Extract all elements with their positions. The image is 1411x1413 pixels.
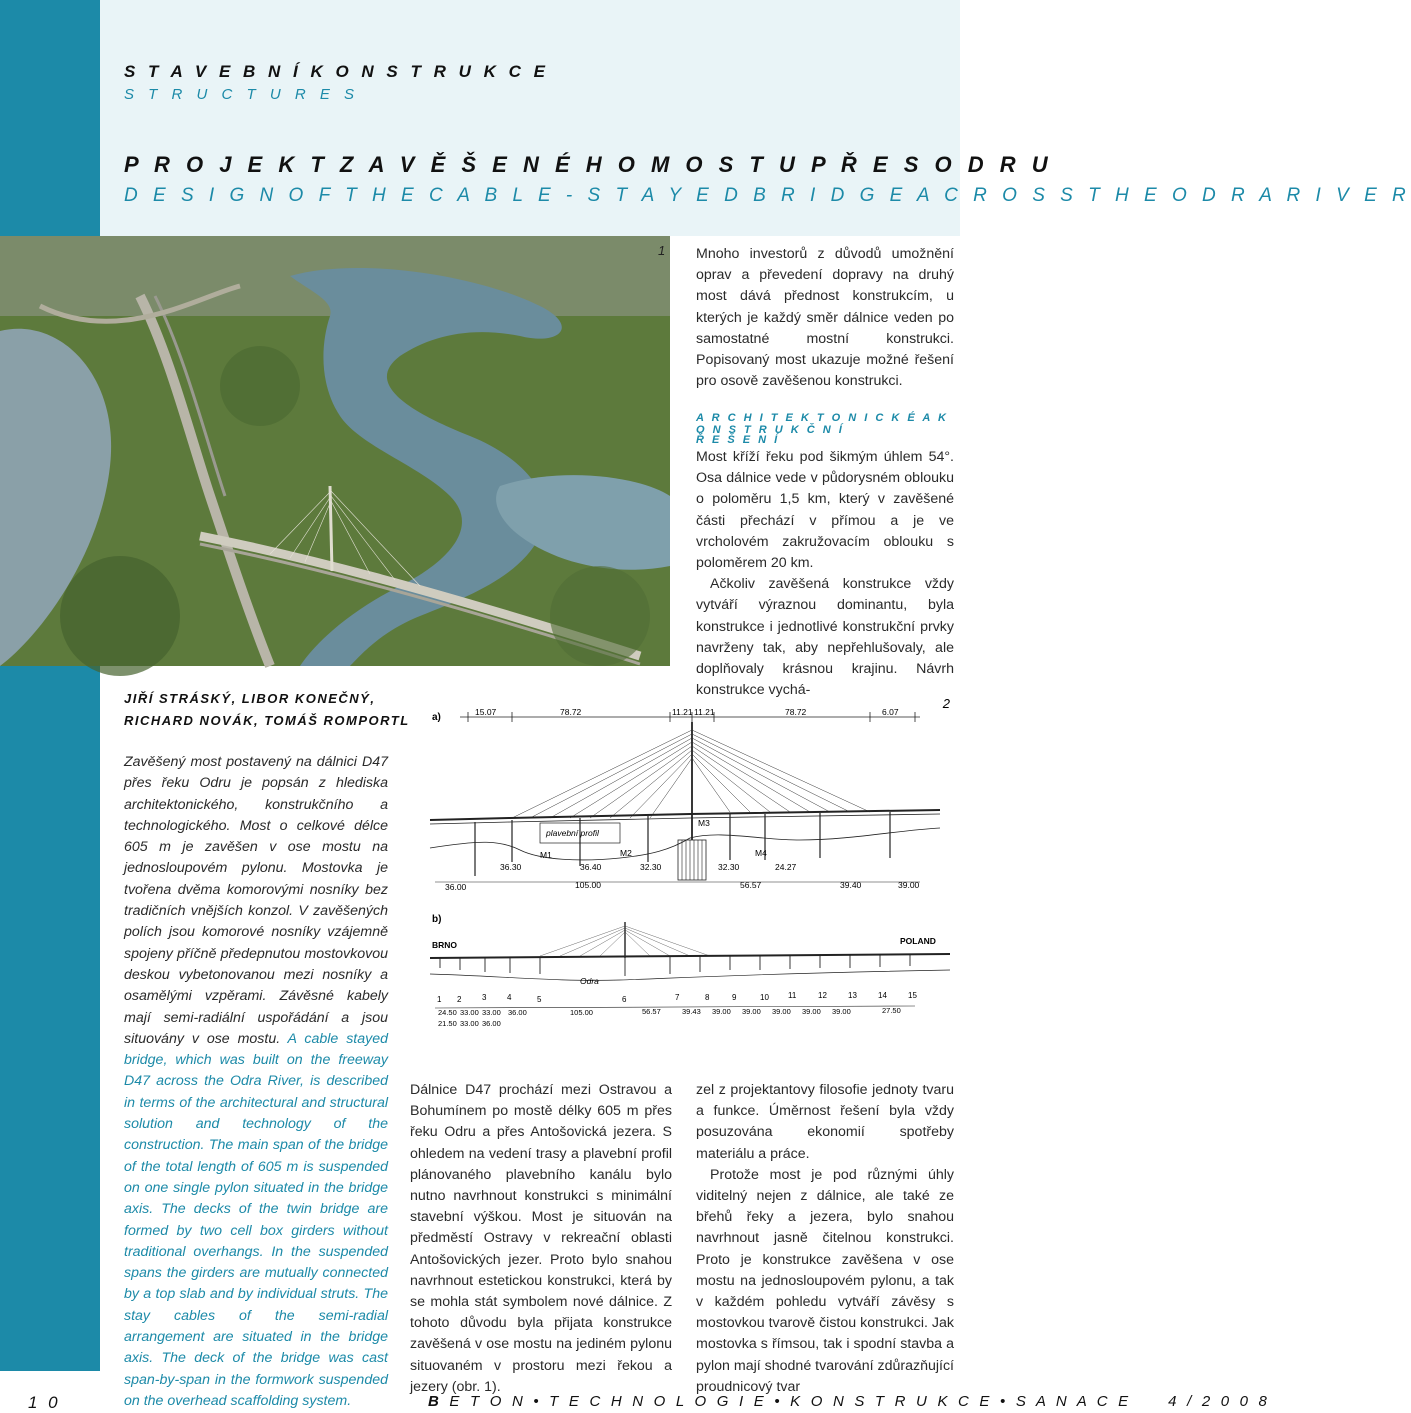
aerial-bridge-photo [0, 236, 670, 666]
authors [124, 688, 410, 732]
span-8: 39.00 [712, 1007, 731, 1016]
dim-mid-2: 36.40 [580, 862, 602, 872]
label-odra: Odra [580, 976, 599, 986]
architecture-paragraph-1: Most kříží řeku pod šikmým úhlem 54°. Osa dálnice vede v půdorysném oblouku o poloměru 1,5 km, který v zavěšené části přechází v přímou a je ve vrcholovém zakružovacím oblouku s poloměrem 20 km. [696, 449, 954, 572]
dim-mid-3: 32.30 [640, 862, 662, 872]
col4-paragraph-1: zel z projektantovy filosofie jednoty tvaru a funkce. Úměrnost řešení byla vždy posuzována ekonomií spotřeby materiálu a práce. [696, 1082, 954, 1162]
dim-low-2: 105.00 [575, 880, 601, 890]
subheading-line1: A R C H I T E K T O N I C K É A K O N S T R U K Č N Í [696, 412, 949, 436]
dim-mid-1: 36.30 [500, 862, 522, 872]
dim-low-1: 36.00 [445, 882, 467, 892]
span-11: 39.00 [802, 1007, 821, 1016]
body-column-4 [696, 1080, 954, 1398]
navigation-profile-label: plavební profil [546, 828, 599, 838]
span-5: 105.00 [570, 1008, 593, 1017]
dim-top-3: 11.21 [672, 707, 693, 717]
span-3: 33.00 [482, 1008, 501, 1017]
dim-top-6: 6.07 [882, 707, 899, 717]
pier-num-7: 7 [675, 993, 680, 1002]
span-12: 39.00 [832, 1007, 851, 1016]
pier-num-13: 13 [848, 991, 857, 1000]
abstract-cz: Zavěšený most postavený na dálnici D47 přes řeku Odru je popsán z hlediska architektonického, konstrukčního a technologického. Most o celkové délce 605 m je zavěšen v ose mostu na jednosloupovém pylonu. Mostovka je tvořena dvěma komorovými nosníky bez tradičních vnějších konzol. V zavěšených polích jsou komorové nosníky vzájemně spojeny příčně předepnutou mostovkovou deskou vybetonovanou mezi nosníky a osamělými vzpěrami. Závěsné kabely mají semi-radiální uspořádání a jsou situovány v ose mostu. [124, 754, 388, 1047]
section-title-en: S T R U C T U R E S [124, 86, 360, 103]
dim-low-3: 56.57 [740, 880, 762, 890]
dim-low-4: 39.40 [840, 880, 862, 890]
magazine-name: E T O N • T E C H N O L O G I E • K O N S T R U K C E • S A N A C E [449, 1393, 1132, 1410]
pier-num-11: 11 [788, 991, 797, 1000]
label-brno: BRNO [432, 940, 458, 950]
span-b3: 36.00 [482, 1019, 501, 1028]
authors-line-2: RICHARD NOVÁK, TOMÁŠ ROMPORTL [124, 713, 410, 728]
label-poland: POLAND [900, 936, 936, 946]
span-2: 33.00 [460, 1008, 479, 1017]
authors-line-1: JIŘÍ STRÁSKÝ, LIBOR KONEČNÝ, [124, 691, 376, 706]
pier-label-m1: M1 [540, 850, 552, 860]
magazine-initial: B [428, 1393, 443, 1410]
issue-number: 4 / 2 0 0 8 [1168, 1393, 1271, 1410]
pier-num-3: 3 [482, 993, 487, 1002]
pier-num-6: 6 [622, 995, 627, 1004]
sidebar-band [0, 0, 100, 1371]
article-title-cz: P R O J E K T Z A V Ě Š E N É H O M O S T U P Ř E S O D R U [124, 152, 1053, 177]
span-b2: 33.00 [460, 1019, 479, 1028]
drawing-label-b: b) [432, 914, 442, 925]
dim-low-5: 39.00 [898, 880, 920, 890]
article-title-en: D E S I G N O F T H E C A B L E - S T A Y E D B R I D G E A C R O S S T H E O D R A R I V E R [124, 185, 1411, 206]
figure-2-number: 2 [942, 696, 950, 711]
abstract-en: A cable stayed bridge, which was built on the freeway D47 across the Odra River, is described in terms of the architectural and structural solution and technology of the construction. The main span of the bridge of the total length of 605 m is suspended on one single pylon situated in the bridge axis. The decks of the twin bridge are formed by two cell box girders without traditional overhangs. In the suspended spans the girders are mutually connected by a top slab and by individual struts. The stay cables of the semi-radial arrangement are situated in the bridge axis. The deck of the bridge was cast span-by-span in the formwork suspended on the overhead scaffolding system. [124, 1030, 388, 1409]
pier-num-4: 4 [507, 993, 512, 1002]
page-number: 1 0 [28, 1393, 61, 1412]
pier-label-m2: M2 [620, 848, 632, 858]
span-10: 39.00 [772, 1007, 791, 1016]
span-9: 39.00 [742, 1007, 761, 1016]
architecture-section [696, 447, 954, 701]
pier-num-14: 14 [878, 991, 887, 1000]
pier-num-12: 12 [818, 991, 827, 1000]
drawing-label-a: a) [432, 712, 441, 723]
dim-top-5: 78.72 [785, 707, 807, 717]
col4-paragraph-2: Protože most je pod různými úhly viditelný nejen z dálnice, ale také ze břehů řeky a jezera, bylo snahou navrhnout jasně čitelnou konstrukci. Proto je konstrukce zavěšena v ose mostu na jednosloupovém pylonu, a tak v každém pohledu vytváří závěsy s mostovkou tvarově čistou konstrukci. Jak mostovka s římsou, tak i spodní stavba a pylon mají shodné tvarování zdůrazňující proudnicový tvar [696, 1166, 954, 1395]
dim-top-1: 15.07 [475, 707, 497, 717]
pier-num-15: 15 [908, 991, 917, 1000]
pier-label-m3: M3 [698, 818, 710, 828]
pier-num-10: 10 [760, 993, 769, 1002]
bridge-elevation-drawing [420, 690, 960, 1030]
subheading-line2: Ř E Š E N Í [696, 434, 780, 446]
section-title-cz: S T A V E B N Í K O N S T R U K C E [124, 62, 549, 81]
span-13: 27.50 [882, 1006, 901, 1015]
span-4: 36.00 [508, 1008, 527, 1017]
dim-mid-4: 32.30 [718, 862, 740, 872]
pier-num-8: 8 [705, 993, 710, 1002]
pier-num-2: 2 [457, 995, 462, 1004]
magazine-footer [428, 1393, 1270, 1410]
body-column-3: Dálnice D47 prochází mezi Ostravou a Bohumínem po mostě délky 605 m přes řeku Odru a přes Antošovická jezera. S ohledem na vedení trasy a plavební profil plánovaného plavebního kanálu bylo nutno navrhnout konstrukci s minimální stavební výškou. Most je situován na předměstí Ostravy v rekreační oblasti Antošovických jezer. Proto bylo snahou navrhnout estetickou konstrukci, která by se mohla stát symbolem nové dálnice. Z tohoto důvodu byla přijata konstrukce zavěšená v ose mostu na jediném pylonu situovaném v prostoru mezi řekou a jezery (obr. 1). [410, 1082, 672, 1395]
span-7: 39.43 [682, 1007, 701, 1016]
architecture-paragraph-2: Ačkoliv zavěšená konstrukce vždy vytváří výraznou dominantu, byla konstrukce i jednotlivé konstrukční prvky navrženy tak, aby nepřehlušovaly, ale doplňovaly krásnou krajinu. Návrh konstrukce vychá- [696, 576, 954, 699]
abstract [124, 752, 388, 1412]
pier-label-m4: M4 [755, 848, 767, 858]
span-6: 56.57 [642, 1007, 661, 1016]
pier-num-5: 5 [537, 995, 542, 1004]
span-1: 24.50 [438, 1008, 457, 1017]
span-b1: 21.50 [438, 1019, 457, 1028]
dim-mid-5: 24.27 [775, 862, 797, 872]
pier-num-1: 1 [437, 995, 442, 1004]
dim-top-2: 78.72 [560, 707, 582, 717]
intro-paragraph: Mnoho investorů z důvodů umožnění oprav a převedení dopravy na druhý most dává přednost konstrukcím, u kterých je každý směr dálnice veden po samostatné mostní konstrukci. Popisovaný most ukazuje možné řešení pro osově zavěšenou konstrukci. [696, 246, 954, 390]
pier-num-9: 9 [732, 993, 737, 1002]
figure-1-number: 1 [658, 243, 666, 258]
dim-top-4: 11.21 [694, 707, 715, 717]
